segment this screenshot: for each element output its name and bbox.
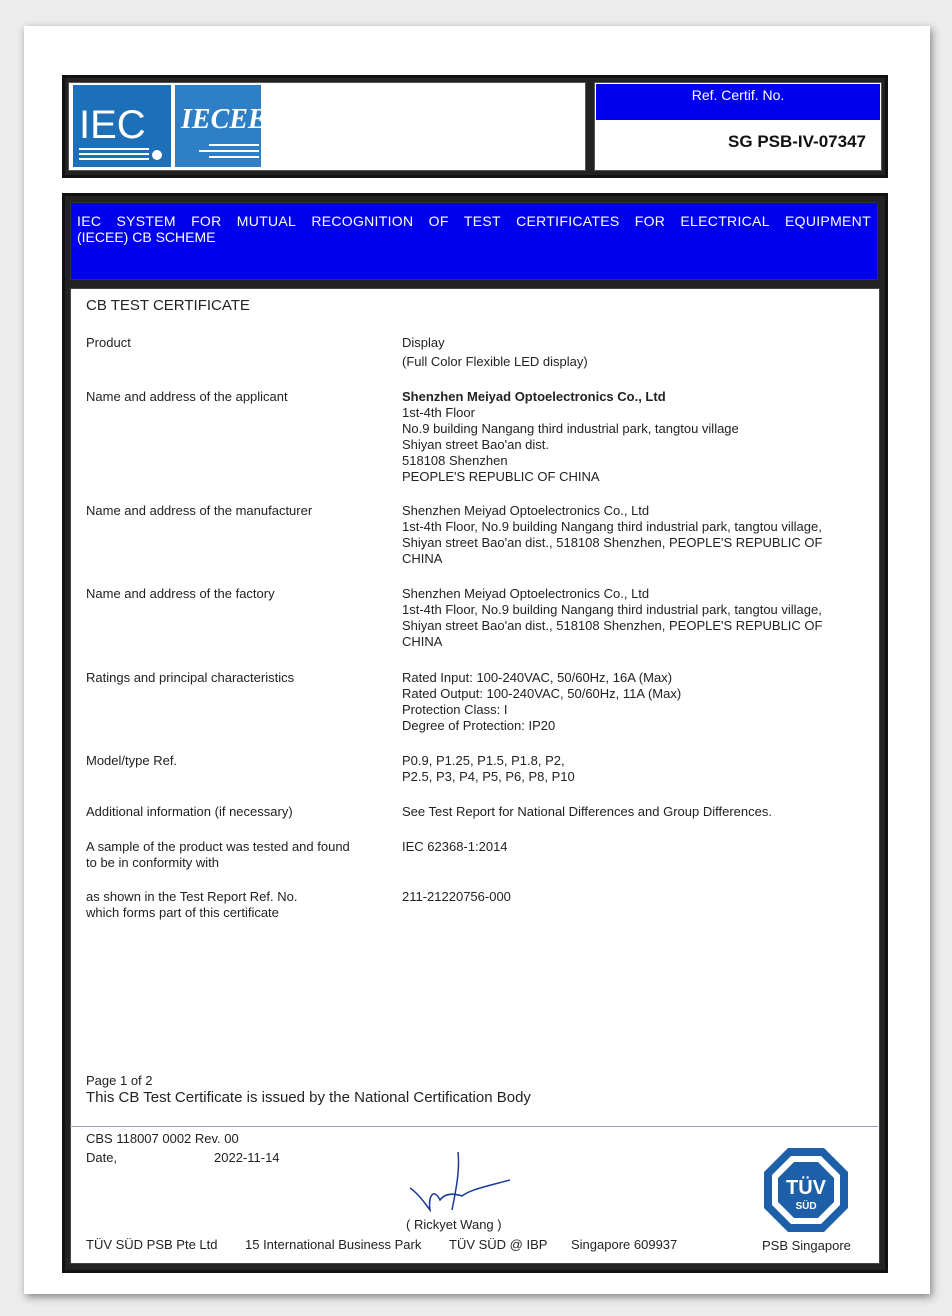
field-value: Rated Input: 100-240VAC, 50/60Hz, 16A (Max) xyxy=(402,670,673,685)
field-value: Protection Class: I xyxy=(402,702,508,717)
scheme-word: CERTIFICATES xyxy=(516,213,620,229)
address-building: TÜV SÜD @ IBP xyxy=(449,1237,548,1252)
scheme-word: SYSTEM xyxy=(116,213,176,229)
ref-label: Ref. Certif. No. xyxy=(596,84,880,120)
field-value: 1st-4th Floor, No.9 building Nangang third industrial park, tangtou village, xyxy=(402,519,822,534)
field-label: Model/type Ref. xyxy=(86,753,178,768)
field-value: IEC 62368-1:2014 xyxy=(402,839,508,854)
logo-cell xyxy=(68,82,586,171)
signature xyxy=(400,1150,520,1220)
field-value: CHINA xyxy=(402,634,443,649)
field-value: 1st-4th Floor xyxy=(402,405,475,420)
field-label: Product xyxy=(86,335,131,350)
field-label: Name and address of the applicant xyxy=(86,389,288,404)
field-value: P2.5, P3, P4, P5, P6, P8, P10 xyxy=(402,769,575,784)
field-value: (Full Color Flexible LED display) xyxy=(402,354,588,369)
field-value: 518108 Shenzhen xyxy=(402,453,508,468)
field-value: Degree of Protection: IP20 xyxy=(402,718,556,733)
field-value: Rated Output: 100-240VAC, 50/60Hz, 11A (Max) xyxy=(402,686,682,701)
form-number: CBS 118007 0002 Rev. 00 xyxy=(86,1131,239,1146)
field-label: Name and address of the factory xyxy=(86,586,275,601)
iec-iecee-logo xyxy=(69,83,279,170)
scheme-word: IEC xyxy=(77,213,102,229)
certificate-title: CB TEST CERTIFICATE xyxy=(86,297,250,314)
divider xyxy=(70,1126,878,1127)
field-label: to be in conformity with xyxy=(86,855,219,870)
field-value: Shiyan street Bao'an dist. xyxy=(402,437,550,452)
scheme-word: ELECTRICAL xyxy=(680,213,770,229)
issued-statement: This CB Test Certificate is issued by the National Certification Body xyxy=(86,1089,531,1106)
scheme-banner xyxy=(70,202,878,280)
field-value: 211-21220756-000 xyxy=(402,889,511,904)
field-value: See Test Report for National Differences and Group Differences. xyxy=(402,804,772,819)
scheme-line-2: (IECEE) CB SCHEME xyxy=(77,229,216,245)
scheme-word: EQUIPMENT xyxy=(785,213,871,229)
scheme-word: TEST xyxy=(463,213,501,229)
svg-text:IECEE: IECEE xyxy=(181,104,267,135)
scheme-line-1 xyxy=(77,213,871,229)
scheme-word: RECOGNITION xyxy=(311,213,414,229)
tuv-sud-seal xyxy=(762,1146,850,1234)
field-value: PEOPLE'S REPUBLIC OF CHINA xyxy=(402,469,600,484)
page-number: Page 1 of 2 xyxy=(86,1073,153,1088)
field-value: Shenzhen Meiyad Optoelectronics Co., Ltd xyxy=(402,586,650,601)
field-label: as shown in the Test Report Ref. No. xyxy=(86,889,298,904)
field-value: Display xyxy=(402,335,445,350)
field-label: Ratings and principal characteristics xyxy=(86,670,295,685)
seal-caption: PSB Singapore xyxy=(762,1238,851,1253)
address-city: Singapore 609937 xyxy=(571,1237,678,1252)
field-value: CHINA xyxy=(402,551,443,566)
date-label: Date, xyxy=(86,1150,118,1165)
svg-text:SÜD: SÜD xyxy=(795,1201,817,1212)
field-label: Name and address of the manufacturer xyxy=(86,503,313,518)
address-company: TÜV SÜD PSB Pte Ltd xyxy=(86,1237,218,1252)
scheme-word: FOR xyxy=(191,213,222,229)
field-value: 1st-4th Floor, No.9 building Nangang third industrial park, tangtou village, xyxy=(402,602,822,617)
field-value: P0.9, P1.25, P1.5, P1.8, P2, xyxy=(402,753,565,768)
field-value: No.9 building Nangang third industrial park, tangtou village xyxy=(402,421,739,436)
signatory-name: ( Rickyet Wang ) xyxy=(406,1217,502,1232)
scheme-word: OF xyxy=(428,213,449,229)
certificate-number: SG PSB-IV-07347 xyxy=(728,132,866,151)
svg-text:TÜV: TÜV xyxy=(786,1177,826,1199)
field-value: Shiyan street Bao'an dist., 518108 Shenzhen, PEOPLE'S REPUBLIC OF xyxy=(402,618,823,633)
date-value: 2022-11-14 xyxy=(214,1150,280,1165)
address-street: 15 International Business Park xyxy=(245,1237,422,1252)
field-label: which forms part of this certificate xyxy=(86,905,279,920)
field-value: Shiyan street Bao'an dist., 518108 Shenzhen, PEOPLE'S REPUBLIC OF xyxy=(402,535,823,550)
field-value: Shenzhen Meiyad Optoelectronics Co., Ltd xyxy=(402,389,666,404)
svg-text:IEC: IEC xyxy=(79,103,146,147)
scheme-word: MUTUAL xyxy=(236,213,297,229)
field-value: Shenzhen Meiyad Optoelectronics Co., Ltd xyxy=(402,503,650,518)
field-label: A sample of the product was tested and found xyxy=(86,839,350,854)
field-label: Additional information (if necessary) xyxy=(86,804,293,819)
scheme-word: FOR xyxy=(634,213,666,229)
